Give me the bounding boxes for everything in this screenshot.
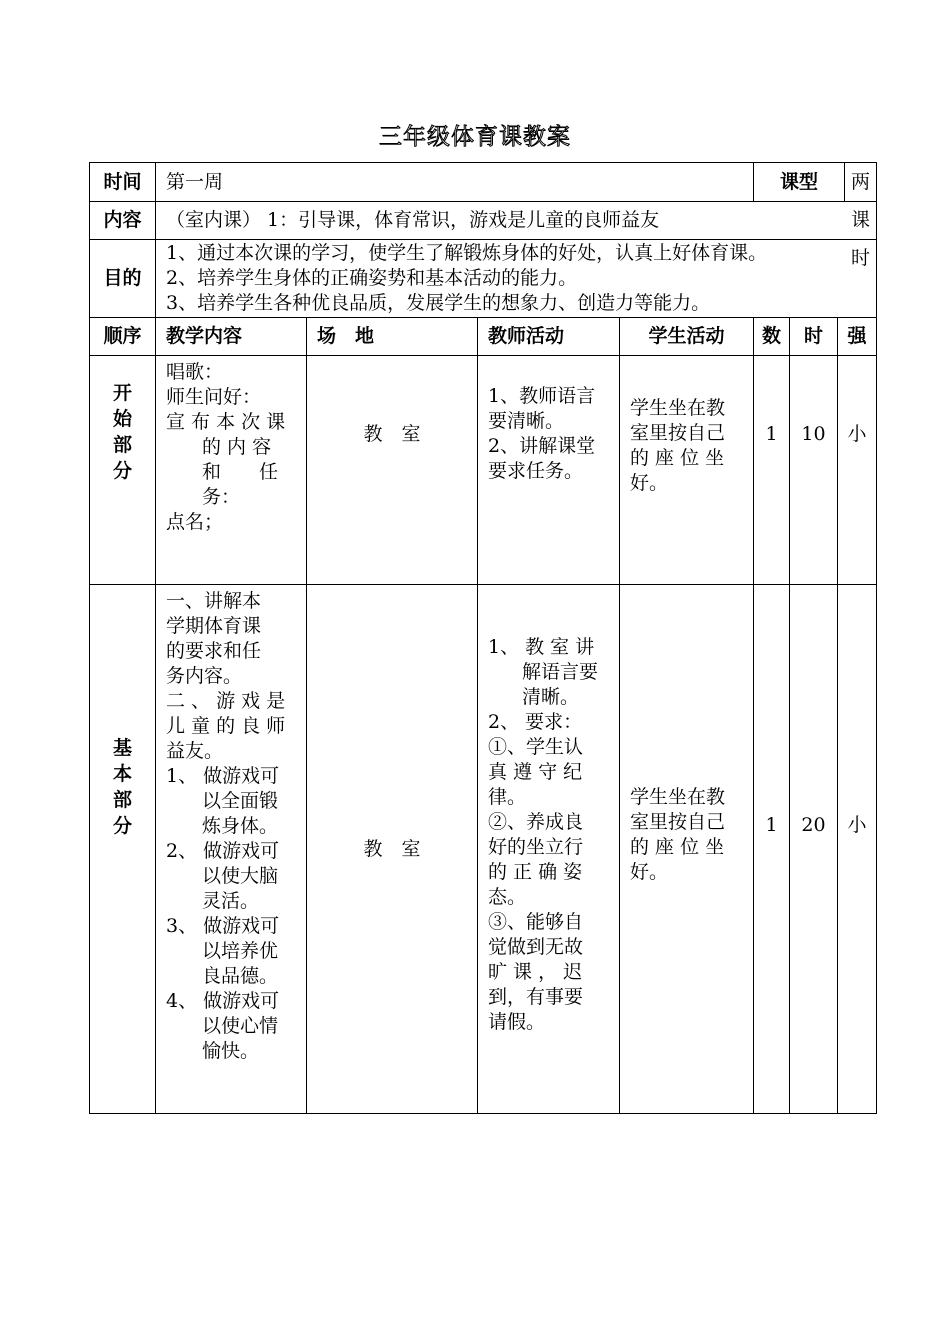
document-title: 三年级体育课教案 (379, 124, 571, 150)
goal-item: 1、通过本次课的学习，使学生了解锻炼身体的好处，认真上好体育课。 (166, 242, 768, 264)
section-main (90, 585, 877, 1114)
section-venue: 教 室 (307, 356, 478, 585)
col-order: 顺序 (90, 318, 156, 356)
section-intensity: 小 (838, 585, 877, 1114)
section-time: 20 (790, 585, 838, 1114)
col-count: 数 (754, 318, 790, 356)
col-intensity: 强 (838, 318, 877, 356)
section-student: 学生坐在教 室里按自己 的 座 位 坐 好。 (620, 585, 754, 1114)
goal-item: 2、培养学生身体的正确姿势和基本活动的能力。 (166, 267, 578, 289)
content-value: （室内课） 1：引导课，体育常识，游戏是儿童的良师益友 (156, 202, 877, 240)
time-value: 第一周 (156, 163, 754, 202)
section-name: 开 始 部 分 (90, 356, 156, 585)
col-time: 时 (790, 318, 838, 356)
section-content: 唱歌： 师生问好： 宣 布 本 次 课 的 内 容 和 任 务： 点名； (156, 356, 307, 585)
section-time: 10 (790, 356, 838, 585)
goal-list (156, 240, 877, 318)
section-intensity: 小 (838, 356, 877, 585)
content-label: 内容 (90, 202, 156, 240)
type-value: 两课时 (851, 171, 871, 269)
section-teacher: 1、 教 室 讲 解语言要 清晰。 2、 要求： ①、学生认 真 遵 守 纪 律。 ②、养成良 好的坐立行 的 正 确 姿 态。 ③、能够自 觉做到无故 旷 课 ， 迟 到，有事要 请假。 (478, 585, 620, 1114)
row-column-headers (90, 318, 877, 356)
section-count: 1 (754, 356, 790, 585)
goal-label: 目的 (90, 240, 156, 318)
row-time (90, 163, 877, 202)
section-start (90, 356, 877, 585)
section-content: 一、讲解本 学期体育课 的要求和任 务内容。 二 、 游 戏 是 儿 童 的 良 师 益友。 1、 做游戏可 以全面锻 炼身体。 2、 做游戏可 以使大脑 灵活。 3、 做游戏可 以培养优 良品德。 4、 做游戏可 以使心情 愉快。 (156, 585, 307, 1114)
goal-item: 3、培养学生各种优良品质，发展学生的想象力、创造力等能力。 (166, 292, 711, 314)
col-content: 教学内容 (156, 318, 307, 356)
col-student: 学生活动 (620, 318, 754, 356)
section-teacher: 1、教师语言 要清晰。 2、讲解课堂 要求任务。 (478, 356, 620, 585)
section-venue: 教 室 (307, 585, 478, 1114)
section-name: 基 本 部 分 (90, 585, 156, 1114)
row-goals (90, 240, 877, 318)
time-label: 时间 (90, 163, 156, 202)
col-teacher: 教师活动 (478, 318, 620, 356)
type-label: 课型 (754, 163, 845, 201)
section-count: 1 (754, 585, 790, 1114)
col-venue: 场 地 (307, 318, 478, 356)
lesson-plan-grid (89, 162, 877, 1114)
section-student: 学生坐在教 室里按自己 的 座 位 坐 好。 (620, 356, 754, 585)
row-content (90, 202, 877, 240)
